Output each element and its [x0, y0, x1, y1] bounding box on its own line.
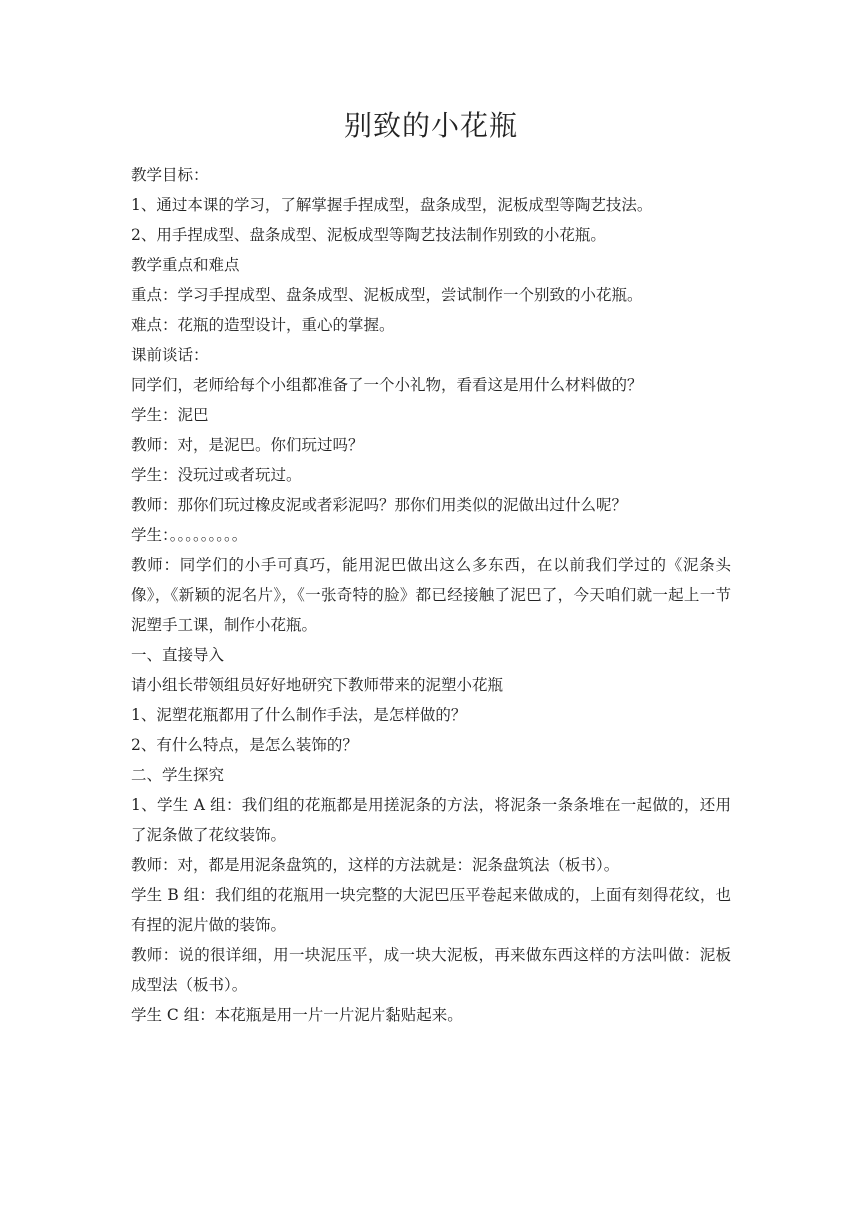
paragraph: 学生 B 组：我们组的花瓶用一块完整的大泥巴压平卷起来做成的，上面有刻得花纹，也有捏的泥片做的装饰。: [131, 886, 731, 934]
paragraph: 重点：学习手捏成型、盘条成型、泥板成型，尝试制作一个别致的小花瓶。: [131, 286, 643, 304]
document-body: [131, 160, 731, 1030]
paragraph: 教学目标：: [131, 166, 209, 184]
paragraph: 难点：花瓶的造型设计，重心的掌握。: [131, 316, 395, 334]
paragraph: 1、泥塑花瓶都用了什么制作手法，是怎样做的？: [131, 706, 467, 724]
paragraph: 学生 C 组：本花瓶是用一片一片泥片黏贴起来。: [131, 1006, 463, 1024]
paragraph: 1、学生 A 组：我们组的花瓶都是用搓泥条的方法，将泥条一条条堆在一起做的，还用了泥条做了花纹装饰。: [131, 796, 731, 844]
paragraph: 学生：。。。。。。。。。: [131, 526, 248, 544]
paragraph: 一、直接导入: [131, 646, 225, 664]
paragraph: 教师：说的很详细，用一块泥压平，成一块大泥板，再来做东西这样的方法叫做：泥板成型法（板书）。: [131, 946, 731, 994]
paragraph: 二、学生探究: [131, 766, 225, 784]
paragraph: 课前谈话：: [131, 346, 209, 364]
paragraph: 同学们，老师给每个小组都准备了一个小礼物，看看这是用什么材料做的？: [131, 376, 643, 394]
paragraph: 2、有什么特点，是怎么装饰的？: [131, 736, 358, 754]
paragraph: 学生：没玩过或者玩过。: [131, 466, 302, 484]
paragraph: 学生：泥巴: [131, 406, 209, 424]
paragraph: 1、通过本课的学习，了解掌握手捏成型，盘条成型，泥板成型等陶艺技法。: [131, 196, 653, 214]
paragraph: 2、用手捏成型、盘条成型、泥板成型等陶艺技法制作别致的小花瓶。: [131, 226, 606, 244]
paragraph: 教师：对，都是用泥条盘筑的，这样的方法就是：泥条盘筑法（板书）。: [131, 856, 620, 874]
paragraph: 请小组长带领组员好好地研究下教师带来的泥塑小花瓶: [131, 676, 504, 694]
paragraph: 教师：对，是泥巴。你们玩过吗？: [131, 436, 364, 454]
paragraph: 教学重点和难点: [131, 256, 240, 274]
paragraph: 教师：同学们的小手可真巧，能用泥巴做出这么多东西，在以前我们学过的《泥条头像》，《新颖的泥名片》，《一张奇特的脸》都已经接触了泥巴了，今天咱们就一起上一节泥塑手工课，制作小花瓶。: [131, 556, 731, 634]
paragraph: 教师：那你们玩过橡皮泥或者彩泥吗？那你们用类似的泥做出过什么呢？: [131, 496, 628, 514]
document-title: 别致的小花瓶: [343, 109, 518, 142]
